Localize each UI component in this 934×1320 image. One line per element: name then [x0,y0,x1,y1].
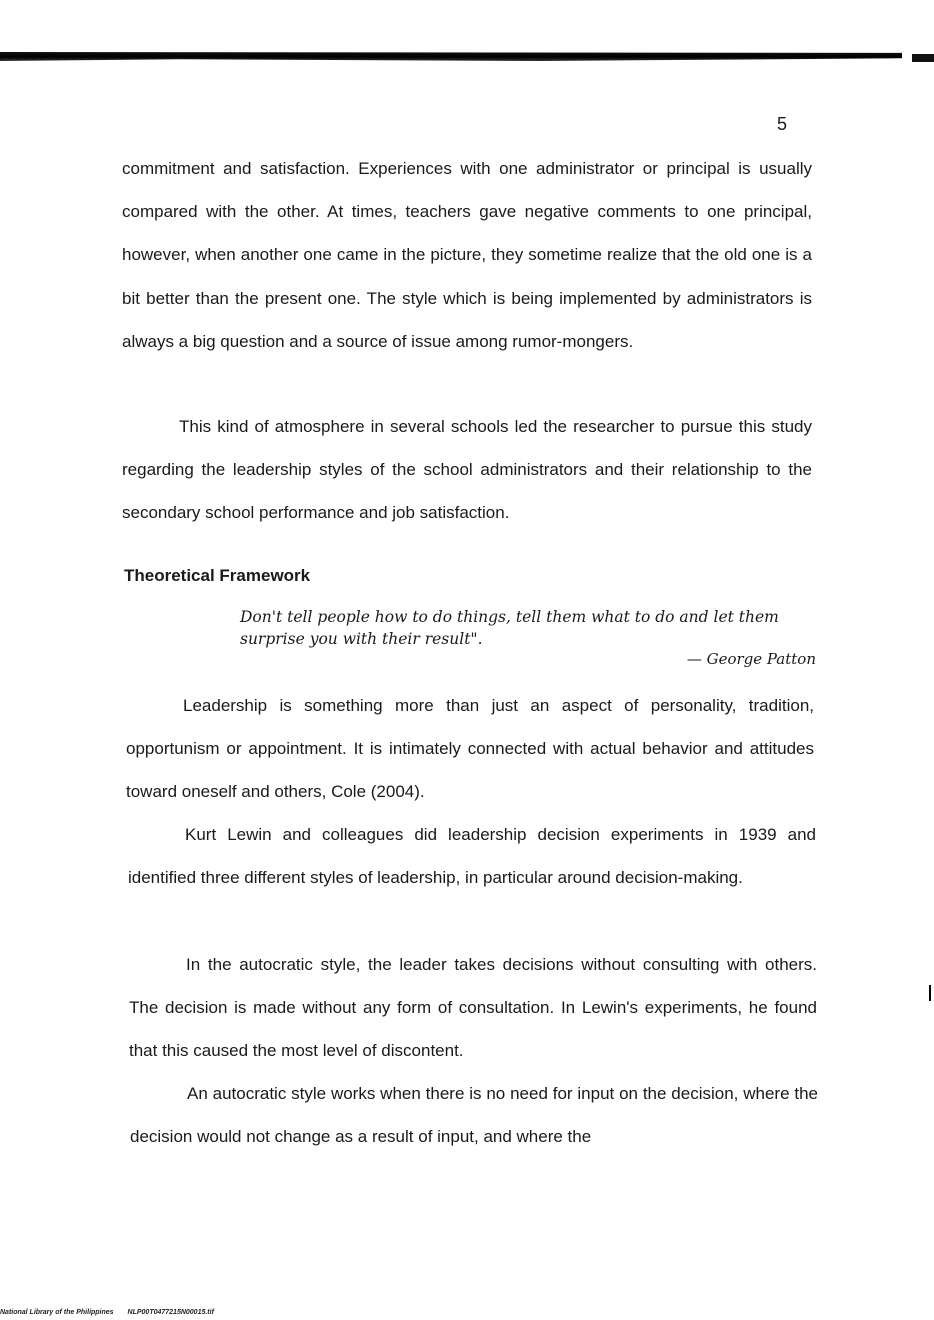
paragraph-intro-1: commitment and satisfaction. Experiences with one administrator or principal is usually compared with the other. At times, teachers gave negative comments to one principal, however, when another one came in the picture, they sometime realize that the old one is a bit better than the present one. The style which is being implemented by administrators is always a big question and a source of issue among rumor-mongers. [122,159,812,351]
section-heading: Theoretical Framework [124,566,311,585]
epigraph-quote: Don't tell people how to do things, tell them what to do and let them surprise you with their result". [240,608,779,648]
scan-footer [0,1309,214,1316]
paragraph-intro-2: This kind of atmosphere in several schools led the researcher to pursue this study regarding the leadership styles of the school administrators and their relationship to the secondary school performance and job satisfaction. [122,417,812,523]
paragraph-body-4: An autocratic style works when there is no need for input on the decision, where the decision would not change as a result of input, and where the [130,1084,818,1147]
scan-edge-bar [0,52,902,61]
margin-scan-mark [929,985,931,1001]
footer-record-id: NLP00T0477215N00015.tif [127,1309,214,1316]
paragraph-body-1: Leadership is something more than just an aspect of personality, tradition, opportunism or appointment. It is intimately connected with actual behavior and attitudes toward oneself and others, Cole (2004). [126,696,814,802]
paragraph-body-2: Kurt Lewin and colleagues did leadership decision experiments in 1939 and identified three different styles of leadership, in particular around decision-making. [128,825,816,888]
scan-edge-block [912,54,934,62]
epigraph-attribution: — George Patton [686,650,816,668]
paragraph-body-3: In the autocratic style, the leader takes decisions without consulting with others. The decision is made without any form of consultation. In Lewin's experiments, he found that this caused the most level of discontent. [129,955,817,1061]
page-number: 5 [777,114,788,134]
footer-library: National Library of the Philippines [0,1309,114,1316]
